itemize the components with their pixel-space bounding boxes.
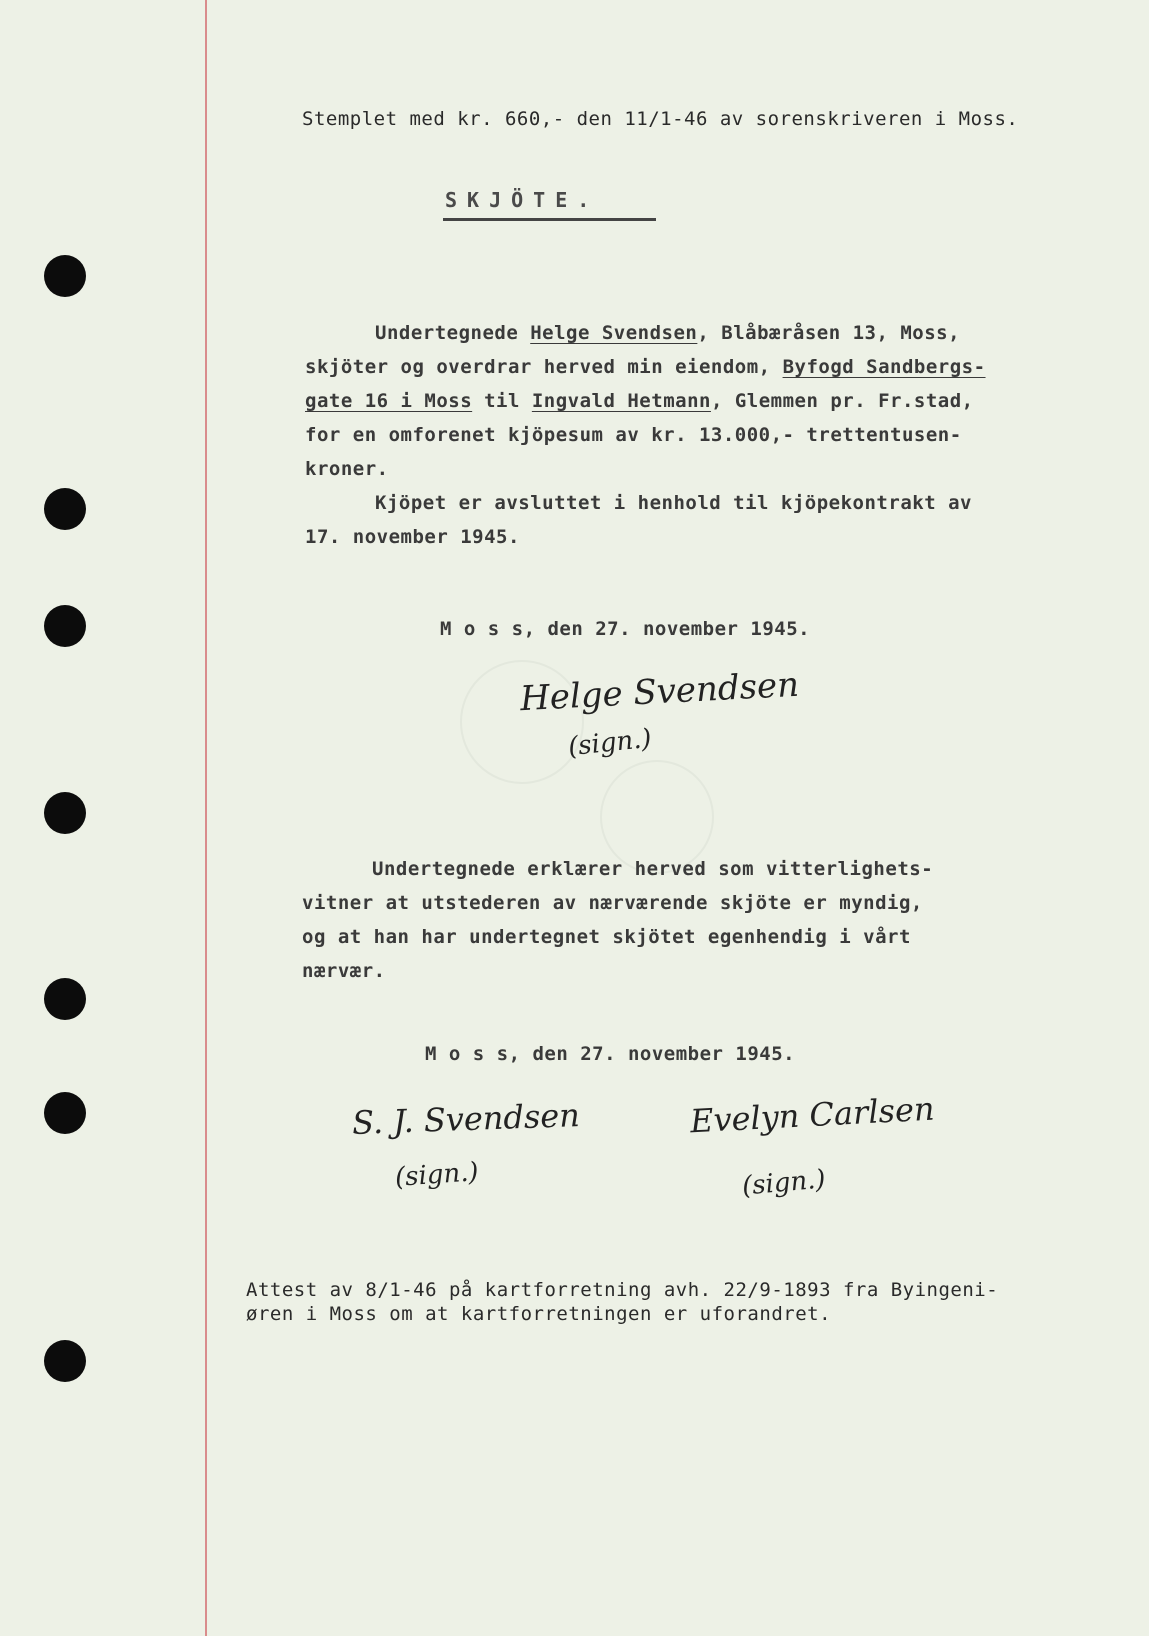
punch-hole (44, 978, 86, 1020)
document-title: SKJÖTE. (445, 188, 600, 212)
property-address: gate 16 i Moss (305, 390, 473, 412)
title-underline (443, 218, 656, 221)
signature-witness-2: Evelyn Carlsen (689, 1089, 936, 1141)
property-address: Byfogd Sandbergs- (782, 356, 986, 378)
deed-text: Undertegnede (375, 322, 531, 344)
place-date-1: M o s s, den 27. november 1945. (440, 618, 811, 640)
witness-line-3: og at han har undertegnet skjötet egenhendig i vårt (302, 926, 911, 948)
deed-line-2 (305, 356, 986, 378)
stamp-duty-line: Stemplet med kr. 660,- den 11/1-46 av sorenskriveren i Moss. (302, 108, 1019, 130)
signature-sign-mark: (sign.) (394, 1157, 480, 1193)
signature-sign-mark: (sign.) (740, 1164, 827, 1202)
witness-line-4: nærvær. (302, 960, 386, 982)
deed-line-3 (305, 390, 974, 412)
punch-hole (44, 1092, 86, 1134)
deed-text: til (472, 390, 532, 412)
margin-rule (205, 0, 207, 1636)
place-date-2: M o s s, den 27. november 1945. (425, 1043, 796, 1065)
witness-line-2: vitner at utstederen av nærværende skjöte er myndig, (302, 892, 923, 914)
attest-line-2: øren i Moss om at kartforretningen er uforandret. (246, 1303, 832, 1325)
deed-line-1 (375, 322, 960, 344)
signature-helge-svendsen: Helge Svendsen (519, 664, 800, 720)
attest-line-1: Attest av 8/1-46 på kartforretning avh. 22/9-1893 fra Byingeni- (246, 1279, 999, 1301)
punch-hole (44, 1340, 86, 1382)
signature-witness-1: S. J. Svendsen (351, 1096, 581, 1142)
deed-line-4: for en omforenet kjöpesum av kr. 13.000,- trettentusen- (305, 424, 962, 446)
punch-hole (44, 792, 86, 834)
witness-line-1: Undertegnede erklærer herved som vitterlighets- (372, 858, 934, 880)
deed-line-6: Kjöpet er avsluttet i henhold til kjöpekontrakt av (375, 492, 972, 514)
deed-line-5: kroner. (305, 458, 389, 480)
deed-text: , Blåbæråsen 13, Moss, (697, 322, 961, 344)
signature-sign-mark: (sign.) (566, 723, 653, 763)
buyer-name: Ingvald Hetmann (531, 390, 711, 412)
punch-hole (44, 255, 86, 297)
deed-text: skjöter og overdrar herved min eiendom, (305, 356, 783, 378)
deed-text: , Glemmen pr. Fr.stad, (710, 390, 974, 412)
punch-hole (44, 488, 86, 530)
faint-stamp-mark (600, 760, 714, 874)
punch-hole (44, 605, 86, 647)
seller-name: Helge Svendsen (530, 322, 698, 344)
deed-line-7: 17. november 1945. (305, 526, 520, 548)
